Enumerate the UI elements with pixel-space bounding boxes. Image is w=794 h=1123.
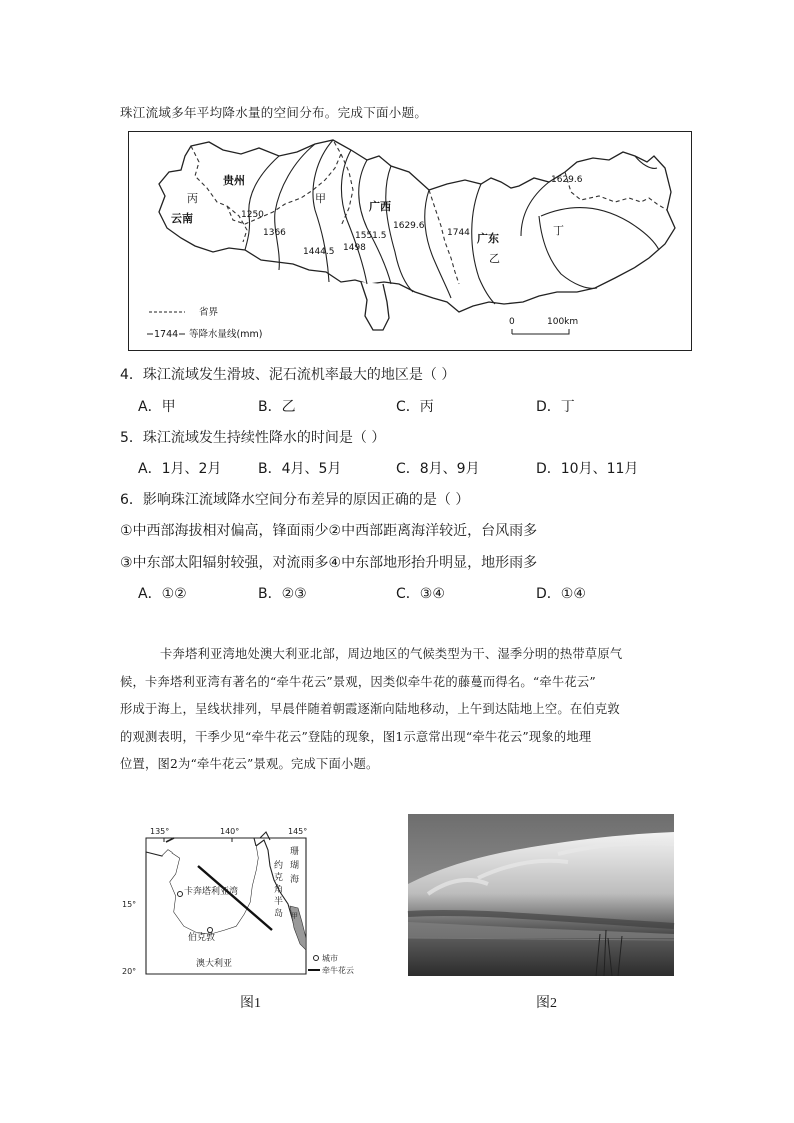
peninsula-char: 克 [274,873,284,883]
sea-char: 海 [290,875,300,885]
city-marker [178,892,183,897]
q6-stem: 6．影响珠江流域降水空间分布差异的原因正确的是（ ） [120,492,470,508]
pearl-river-precipitation-map [128,131,692,351]
label-guangxi: 广西 [369,200,391,213]
passage-line: 位置，图2为“牵牛花云”景观。完成下面小题。 [120,757,379,771]
morning-glory-cloud-image [408,814,674,976]
isohyet-label: 1629.6 [393,221,425,231]
label-yunnan: 云南 [171,212,193,225]
q6-option-d[interactable]: D．①④ [536,586,586,602]
label-bing: 丙 [187,192,198,205]
q4-option-a[interactable]: A．甲 [138,399,176,415]
lon-label: 145° [288,827,308,836]
map1-svg [129,132,691,350]
label-yi: 乙 [489,252,500,265]
peninsula-char: 约 [274,861,284,871]
isohyet-label: 1744 [447,228,470,238]
jia-label: 甲 [291,912,298,920]
passage-line: 卡奔塔利亚湾地处澳大利亚北部，周边地区的气候类型为干、湿季分明的热带草原气 [160,647,623,661]
label-guangdong: 广东 [477,232,499,245]
sea-char: 珊 [290,847,300,857]
lat-label: 15° [122,900,137,909]
passage-line: 候，卡奔塔利亚湾有著名的“牵牛花云”景观，因类似牵牛花的藤蔓而得名。“牵牛花云” [120,674,596,689]
figure2-caption: 图2 [536,996,557,1011]
isohyet-label: 1250 [241,210,264,220]
q5-option-c[interactable]: C．8月、9月 [396,461,480,477]
label-ding: 丁 [553,224,564,237]
peninsula-char: 半 [274,897,284,907]
q6-option-b[interactable]: B．②③ [258,586,307,602]
label-jia: 甲 [315,192,326,205]
intro-text: 珠江流域多年平均降水量的空间分布。完成下面小题。 [120,105,428,120]
scale-end: 100km [547,317,579,327]
city-marker [208,928,213,933]
q6-option-c[interactable]: C．③④ [396,586,445,602]
isohyet-label: 1366 [263,228,286,238]
passage-line: 形成于海上，呈线状排列，早晨伴随着朝霞逐渐向陆地移动，上午到达陆地上空。在伯克敦 [120,702,620,716]
label-guizhou: 贵州 [223,174,245,187]
lon-label: 135° [150,827,170,836]
gulf-label: 卡奔塔利亚湾 [184,887,239,897]
q5-option-b[interactable]: B．4月、5月 [258,461,342,477]
estuary [361,282,389,330]
q5-option-d[interactable]: D．10月、11月 [536,461,639,477]
scale-start: 0 [509,317,515,327]
lon-label: 140° [220,827,240,836]
q6-statement-line2: ③中东部太阳辐射较强，对流雨多④中东部地形抬升明显，地形雨多 [120,555,538,571]
scale-bar [509,317,578,334]
lat-label: 20° [122,967,137,976]
legend-boundary-label: 省界 [199,307,219,318]
figure1-svg [122,822,354,982]
legend-isohyet-label: 等降水量线(mm) [189,329,263,340]
q4-option-d[interactable]: D．丁 [536,399,575,415]
q5-stem: 5．珠江流域发生持续性降水的时间是（ ） [120,430,386,446]
q6-statement-line1: ①中西部海拔相对偏高，锋面雨少②中西部距离海洋较近，台风雨多 [120,523,538,539]
q5-option-a[interactable]: A．1月、2月 [138,461,222,477]
figure2-photo [408,814,674,976]
peninsula-char: 岛 [274,909,284,919]
isohyet-label: 1629.6 [551,175,583,185]
figure1-caption: 图1 [240,996,261,1011]
figure1-legend [308,953,354,975]
peninsula-char: 角 [274,885,284,895]
country-label: 澳大利亚 [196,959,233,969]
passage [120,641,680,779]
sea-char: 瑚 [290,861,300,871]
legend-isohyet-sample: 1744 [154,329,179,340]
q4-option-b[interactable]: B．乙 [258,399,296,415]
legend-cloud-label: 牵牛花云 [322,966,354,975]
passage-line: 的观测表明，干季少见“牵牛花云”登陆的现象，图1示意常出现“牵牛花云”现象的地理 [120,729,592,744]
q4-stem: 4．珠江流域发生滑坡、泥石流机率最大的地区是（ ） [120,367,456,383]
figure1-map [122,822,354,982]
town-label: 伯克敦 [188,933,216,943]
map1-legend [147,306,262,340]
legend-city-label: 城市 [322,954,338,963]
isohyet-label: 1551.5 [355,231,387,241]
isohyet-label: 1498 [343,243,366,253]
q6-option-a[interactable]: A．①② [138,586,187,602]
q4-option-c[interactable]: C．丙 [396,399,434,415]
isohyet-label: 1444.5 [303,247,335,257]
